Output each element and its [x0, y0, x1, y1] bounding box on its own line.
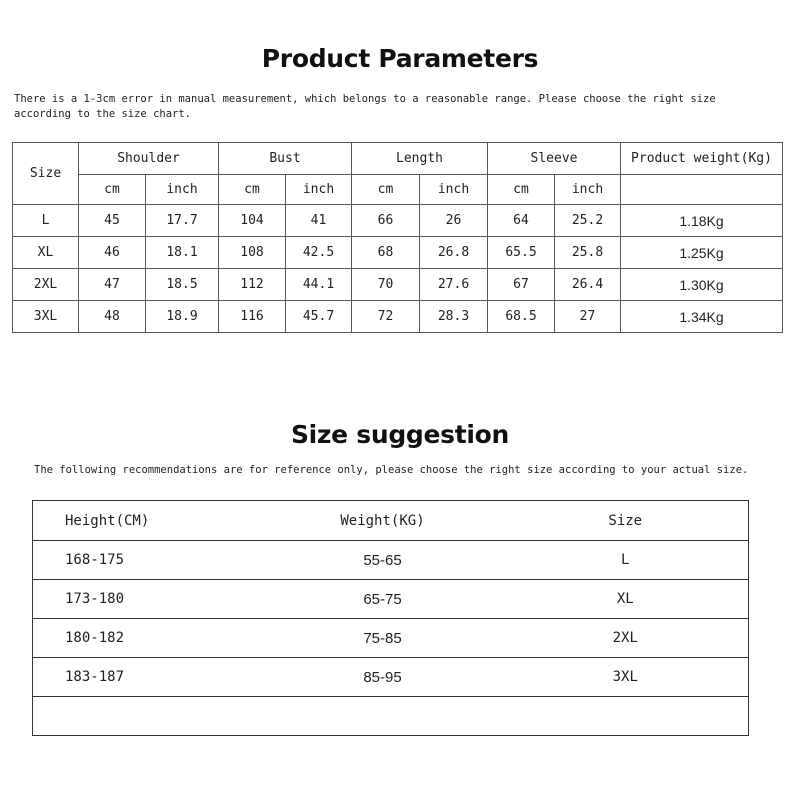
- cell-length-inch: 27.6: [420, 269, 488, 301]
- cell-bust-cm: 116: [219, 301, 286, 333]
- table-row: [13, 205, 783, 237]
- cell-bust-cm: 112: [219, 269, 286, 301]
- cell-shoulder-inch: 18.5: [146, 269, 219, 301]
- cell-size: 3XL: [13, 301, 79, 333]
- cell-size: 3XL: [503, 658, 749, 697]
- cell-shoulder-cm: 48: [79, 301, 146, 333]
- header-sleeve: Sleeve: [488, 143, 621, 175]
- header-shoulder: Shoulder: [79, 143, 219, 175]
- cell-size: 2XL: [13, 269, 79, 301]
- size-suggestion-title: Size suggestion: [290, 420, 510, 449]
- subheader-inch: inch: [146, 175, 219, 205]
- cell-weight: 85-95: [263, 658, 503, 697]
- cell-height: 168-175: [33, 541, 263, 580]
- cell-size: L: [503, 541, 749, 580]
- cell-size: L: [13, 205, 79, 237]
- cell-bust-inch: 45.7: [286, 301, 352, 333]
- subheader-inch: inch: [420, 175, 488, 205]
- header-bust: Bust: [219, 143, 352, 175]
- cell-product-weight: 1.34Kg: [621, 301, 783, 333]
- empty-cell: [33, 697, 749, 736]
- cell-shoulder-inch: 18.9: [146, 301, 219, 333]
- header-weight: Weight(KG): [263, 501, 503, 541]
- table-row: [33, 541, 749, 580]
- measurement-note: There is a 1-3cm error in manual measurement, which belongs to a reasonable range. Please choose the right size according to the size chart.: [14, 93, 716, 120]
- cell-product-weight: 1.30Kg: [621, 269, 783, 301]
- cell-length-inch: 26: [420, 205, 488, 237]
- table-row: [13, 237, 783, 269]
- cell-weight: 75-85: [263, 619, 503, 658]
- cell-bust-cm: 104: [219, 205, 286, 237]
- product-parameters-table: [12, 142, 783, 333]
- size-suggestion-table: [32, 500, 749, 736]
- cell-sleeve-inch: 26.4: [555, 269, 621, 301]
- cell-bust-inch: 44.1: [286, 269, 352, 301]
- header-product-weight: Product weight(Kg): [621, 143, 783, 175]
- cell-product-weight: 1.25Kg: [621, 237, 783, 269]
- empty-row: [33, 697, 749, 736]
- cell-length-inch: 26.8: [420, 237, 488, 269]
- cell-shoulder-cm: 46: [79, 237, 146, 269]
- cell-weight: 55-65: [263, 541, 503, 580]
- cell-bust-inch: 41: [286, 205, 352, 237]
- subheader-cm: cm: [352, 175, 420, 205]
- cell-sleeve-inch: 25.2: [555, 205, 621, 237]
- suggestion-note: The following recommendations are for reference only, please choose the right size according to your actual size.: [34, 464, 749, 476]
- cell-product-weight: 1.18Kg: [621, 205, 783, 237]
- cell-height: 173-180: [33, 580, 263, 619]
- cell-size: XL: [13, 237, 79, 269]
- cell-height: 183-187: [33, 658, 263, 697]
- cell-sleeve-inch: 25.8: [555, 237, 621, 269]
- cell-height: 180-182: [33, 619, 263, 658]
- cell-length-cm: 66: [352, 205, 420, 237]
- cell-bust-cm: 108: [219, 237, 286, 269]
- subheader-cm: cm: [219, 175, 286, 205]
- cell-sleeve-cm: 65.5: [488, 237, 555, 269]
- cell-size: XL: [503, 580, 749, 619]
- table-row: [33, 580, 749, 619]
- cell-sleeve-cm: 67: [488, 269, 555, 301]
- header-height: Height(CM): [33, 501, 263, 541]
- cell-length-cm: 70: [352, 269, 420, 301]
- cell-size: 2XL: [503, 619, 749, 658]
- table-row: [33, 619, 749, 658]
- cell-length-cm: 68: [352, 237, 420, 269]
- cell-sleeve-inch: 27: [555, 301, 621, 333]
- table-row: [13, 301, 783, 333]
- cell-sleeve-cm: 68.5: [488, 301, 555, 333]
- header-size: Size: [13, 143, 79, 205]
- subheader-cm: cm: [488, 175, 555, 205]
- cell-bust-inch: 42.5: [286, 237, 352, 269]
- header-size: Size: [503, 501, 749, 541]
- table-row: [13, 269, 783, 301]
- subheader-cm: cm: [79, 175, 146, 205]
- cell-sleeve-cm: 64: [488, 205, 555, 237]
- cell-length-cm: 72: [352, 301, 420, 333]
- header-length: Length: [352, 143, 488, 175]
- subheader-weight-blank: [621, 175, 783, 205]
- cell-shoulder-cm: 45: [79, 205, 146, 237]
- subheader-inch: inch: [555, 175, 621, 205]
- cell-weight: 65-75: [263, 580, 503, 619]
- cell-shoulder-inch: 17.7: [146, 205, 219, 237]
- product-parameters-title: Product Parameters: [261, 44, 539, 73]
- subheader-inch: inch: [286, 175, 352, 205]
- cell-shoulder-inch: 18.1: [146, 237, 219, 269]
- table-row: [33, 658, 749, 697]
- cell-length-inch: 28.3: [420, 301, 488, 333]
- cell-shoulder-cm: 47: [79, 269, 146, 301]
